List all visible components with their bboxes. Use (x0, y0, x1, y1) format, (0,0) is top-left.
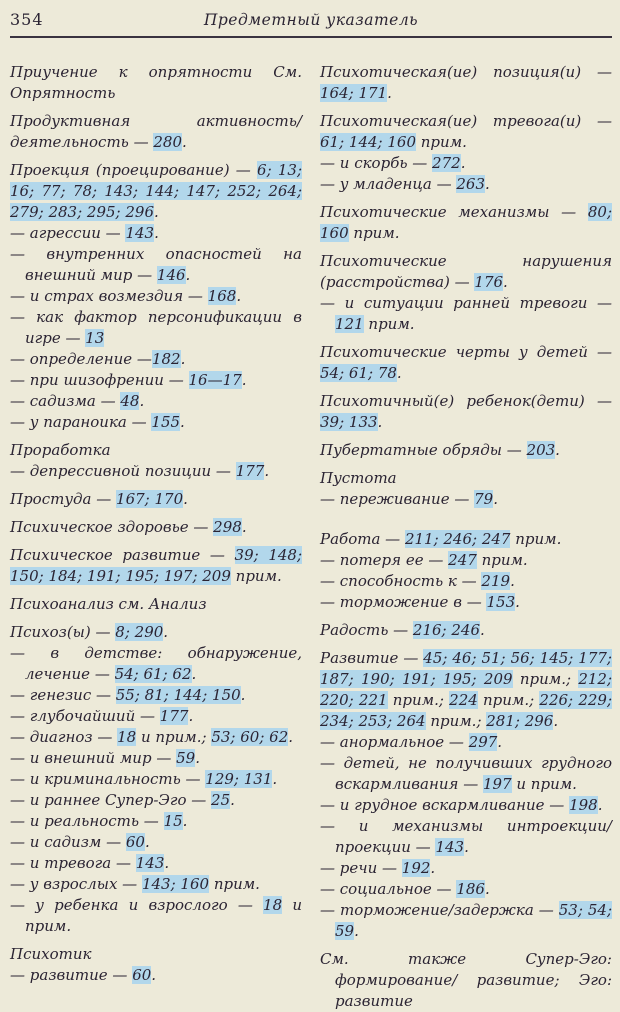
page-ref-link[interactable]: 79 (474, 490, 494, 508)
page-ref-link[interactable]: 176 (474, 273, 504, 291)
index-subentry: — способность к — 219. (320, 572, 515, 590)
page-ref-link[interactable]: 143 (125, 224, 155, 242)
page-ref-link[interactable]: 143 (435, 838, 465, 856)
page-ref-link[interactable]: 25 (211, 791, 231, 809)
index-entry: Проекция (проецирование) — 6; 13; 16; 77; 78; 143; 144; 147; 252; 264; 279; 283; 295; 296. (10, 161, 302, 221)
index-column-left (10, 62, 302, 1012)
index-entry: Пубертатные обряды — 203. (320, 441, 560, 459)
page-ref-link[interactable]: 203 (526, 441, 556, 459)
index-subentry: — и тревога — 143. (10, 854, 170, 872)
index-subentry: — торможение в — 153. (320, 593, 520, 611)
index-entry: Психическое здоровье — 298. (10, 518, 247, 536)
index-subentry: — как фактор персонификации в игре — 13 (10, 308, 302, 347)
index-subentry: — депрессивной позиции — 177. (10, 462, 270, 480)
index-entry: Простуда — 167; 170. (10, 490, 188, 508)
index-subentry: — глубочайший — 177. (10, 707, 194, 725)
index-subentry: — внутренних опасностей на внешний мир — 146. (10, 245, 302, 284)
index-entry: Психотические механизмы — 80; 160 прим. (320, 203, 612, 242)
page-ref-link[interactable]: 53; 60; 62 (211, 728, 289, 746)
page-ref-link[interactable]: 55; 81; 144; 150 (115, 686, 241, 704)
index-entry: Психоанализ см. Анализ (10, 595, 207, 613)
page-ref-link[interactable]: 59 (176, 749, 196, 767)
index-subentry: — детей, не получивших грудного вскармливания — 197 и прим. (320, 754, 612, 793)
page-ref-link[interactable]: 48 (120, 392, 140, 410)
index-subentry: — и механизмы интроекции/ проекции — 143. (320, 817, 612, 856)
page-ref-link[interactable]: 53; 54; 59 (335, 901, 612, 940)
index-entry: Психотичный(е) ребенок(дети) — 39; 133. (320, 392, 612, 431)
page-ref-link[interactable]: 61; 144; 160 (320, 133, 416, 151)
page-ref-link[interactable]: 143; 160 (141, 875, 210, 893)
index-subentry: — и скорбь — 272. (320, 154, 466, 172)
page-ref-link[interactable]: 80; 160 (320, 203, 612, 242)
page-ref-link[interactable]: 211; 246; 247 (404, 530, 511, 548)
page-ref-link[interactable]: 216; 246 (412, 621, 480, 639)
index-subentry: — у младенца — 263. (320, 175, 490, 193)
index-subentry: — анормальное — 297. (320, 733, 503, 751)
index-subentry: — и грудное вскармливание — 198. (320, 796, 603, 814)
index-entry: Психотическая(ие) тревога(и) — 61; 144; 160 прим. (320, 112, 612, 151)
index-entry: Радость — 216; 246. (320, 621, 485, 639)
page-ref-link[interactable]: 45; 46; 51; 56; 145; 177; 187; 190; 191; 195; 209 (320, 649, 612, 688)
page-ref-link[interactable]: 224 (449, 691, 478, 709)
page-ref-link[interactable]: 54; 61; 78 (320, 364, 397, 382)
page-ref-link[interactable]: 212; 220; 221 (320, 670, 612, 709)
index-subentry: — и внешний мир — 59. (10, 749, 200, 767)
page-ref-link[interactable]: 198 (569, 796, 598, 814)
page-ref-link[interactable]: 60 (125, 833, 145, 851)
page-ref-link[interactable]: 263 (456, 175, 486, 193)
index-subentry: — генезис — 55; 81; 144; 150. (10, 686, 246, 704)
index-subentry: — у взрослых — 143; 160 прим. (10, 875, 260, 893)
index-entry: Приучение к опрятности См. Опрятность (10, 63, 302, 102)
index-subentry: — потеря ее — 247 прим. (320, 551, 528, 569)
page-ref-link[interactable]: 39; 148; 150; 184; 191; 195; 197; 209 (10, 546, 303, 585)
page-ref-link[interactable]: 177 (235, 462, 265, 480)
page-ref-link[interactable]: 167; 170 (116, 490, 184, 508)
index-subentry: — определение —182. (10, 350, 186, 368)
page-ref-link[interactable]: 247 (448, 551, 477, 569)
page-ref-link[interactable]: 8; 290 (115, 623, 164, 641)
index-subentry: — у параноика — 155. (10, 413, 185, 431)
page-ref-link[interactable]: 168 (207, 287, 237, 305)
page-ref-link[interactable]: 153 (486, 593, 516, 611)
index-subentry: — диагноз — 18 и прим.; 53; 60; 62. (10, 728, 294, 746)
index-subentry: — в детстве: обнаружение, лечение — 54; 61; 62. (10, 644, 302, 683)
index-subentry: — и криминальность — 129; 131. (10, 770, 278, 788)
index-columns (10, 62, 612, 1012)
index-subentry: — речи — 192. (320, 859, 436, 877)
index-see-also: См. также Супер-Эго: формирование/ развитие; Эго: развитие (320, 950, 612, 1010)
page-ref-link[interactable]: 129; 131 (205, 770, 273, 788)
index-entry: Психотические нарушения (расстройства) — 176. (320, 252, 612, 291)
index-subentry: — и раннее Супер-Эго — 25. (10, 791, 235, 809)
page-ref-link[interactable]: 13 (85, 329, 105, 347)
page-ref-link[interactable]: 272 (432, 154, 461, 172)
index-subentry: — при шизофрении — 16—17. (10, 371, 247, 389)
page-ref-link[interactable]: 177 (159, 707, 189, 725)
page-ref-link[interactable]: 143 (135, 854, 165, 872)
page-ref-link[interactable]: 164; 171 (320, 84, 388, 102)
page-ref-link[interactable]: 298 (213, 518, 242, 536)
page-ref-link[interactable]: 186 (456, 880, 485, 898)
page-ref-link[interactable]: 16—17 (188, 371, 242, 389)
page-header (10, 8, 612, 29)
page-ref-link[interactable]: 197 (482, 775, 512, 793)
index-subentry: — у ребенка и взрослого — 18 и прим. (10, 896, 302, 935)
page-ref-link[interactable]: 226; 229; 234; 253; 264 (320, 691, 613, 730)
page-ref-link[interactable]: 18 (263, 896, 283, 914)
page-ref-link[interactable]: 121 (335, 315, 364, 333)
header-rule (10, 36, 612, 38)
page-ref-link[interactable]: 60 (132, 966, 152, 984)
page-ref-link[interactable]: 146 (156, 266, 186, 284)
page-ref-link[interactable]: 297 (468, 733, 498, 751)
page-ref-link[interactable]: 219 (481, 572, 511, 590)
index-subentry: — и садизм — 60. (10, 833, 150, 851)
page-ref-link[interactable]: 54; 61; 62 (114, 665, 192, 683)
index-entry: Психотическая(ие) позиция(и) — 164; 171. (320, 63, 612, 102)
page-ref-link[interactable]: 281; 296 (486, 712, 554, 730)
index-subentry: — и страх возмездия — 168. (10, 287, 242, 305)
index-entry: Проработка (10, 441, 111, 459)
page-ref-link[interactable]: 15 (163, 812, 183, 830)
index-subentry: — переживание — 79. (320, 490, 498, 508)
index-entry: Психотические черты у детей — 54; 61; 78. (320, 343, 612, 382)
index-entry: Продуктивная активность/ деятельность — 280. (10, 112, 302, 151)
index-column-right (320, 62, 612, 1012)
index-subentry: — садизма — 48. (10, 392, 145, 410)
index-entry: Работа — 211; 246; 247 прим. (320, 530, 562, 548)
page-ref-link[interactable]: 6; 13; 16; 77; 78; 143; 144; 147; 252; 264; 279; 283; 295; 296 (10, 161, 302, 221)
index-subentry: — социальное — 186. (320, 880, 490, 898)
page-ref-link[interactable]: 182 (151, 350, 181, 368)
index-entry: Психотик (10, 945, 92, 963)
index-subentry: — агрессии — 143. (10, 224, 159, 242)
page-ref-link[interactable]: 18 (117, 728, 137, 746)
page-ref-link[interactable]: 155 (151, 413, 181, 431)
page-ref-link[interactable]: 280 (153, 133, 183, 151)
page-ref-link[interactable]: 192 (401, 859, 431, 877)
page-title: Предметный указатель (203, 11, 419, 29)
index-subentry: — торможение/задержка — 53; 54; 59. (320, 901, 612, 940)
index-entry: Пустота (320, 469, 397, 487)
index-subentry: — и реальность — 15. (10, 812, 188, 830)
index-subentry: — развитие — 60. (10, 966, 157, 984)
index-entry: Психоз(ы) — 8; 290. (10, 623, 169, 641)
entry-gap (320, 510, 612, 522)
index-subentry: — и ситуации ранней тревоги — 121 прим. (320, 294, 612, 333)
index-entry: Психическое развитие — 39; 148; 150; 184; 191; 195; 197; 209 прим. (10, 546, 303, 585)
index-entry: Развитие — 45; 46; 51; 56; 145; 177; 187; 190; 191; 195; 209 прим.; 212; 220; 221 прим.; 224 прим.; 226; 229; 234; 253; 264 прим.; 281; 296. (320, 649, 613, 730)
page-number: 354 (10, 10, 44, 29)
page-ref-link[interactable]: 39; 133 (320, 413, 378, 431)
